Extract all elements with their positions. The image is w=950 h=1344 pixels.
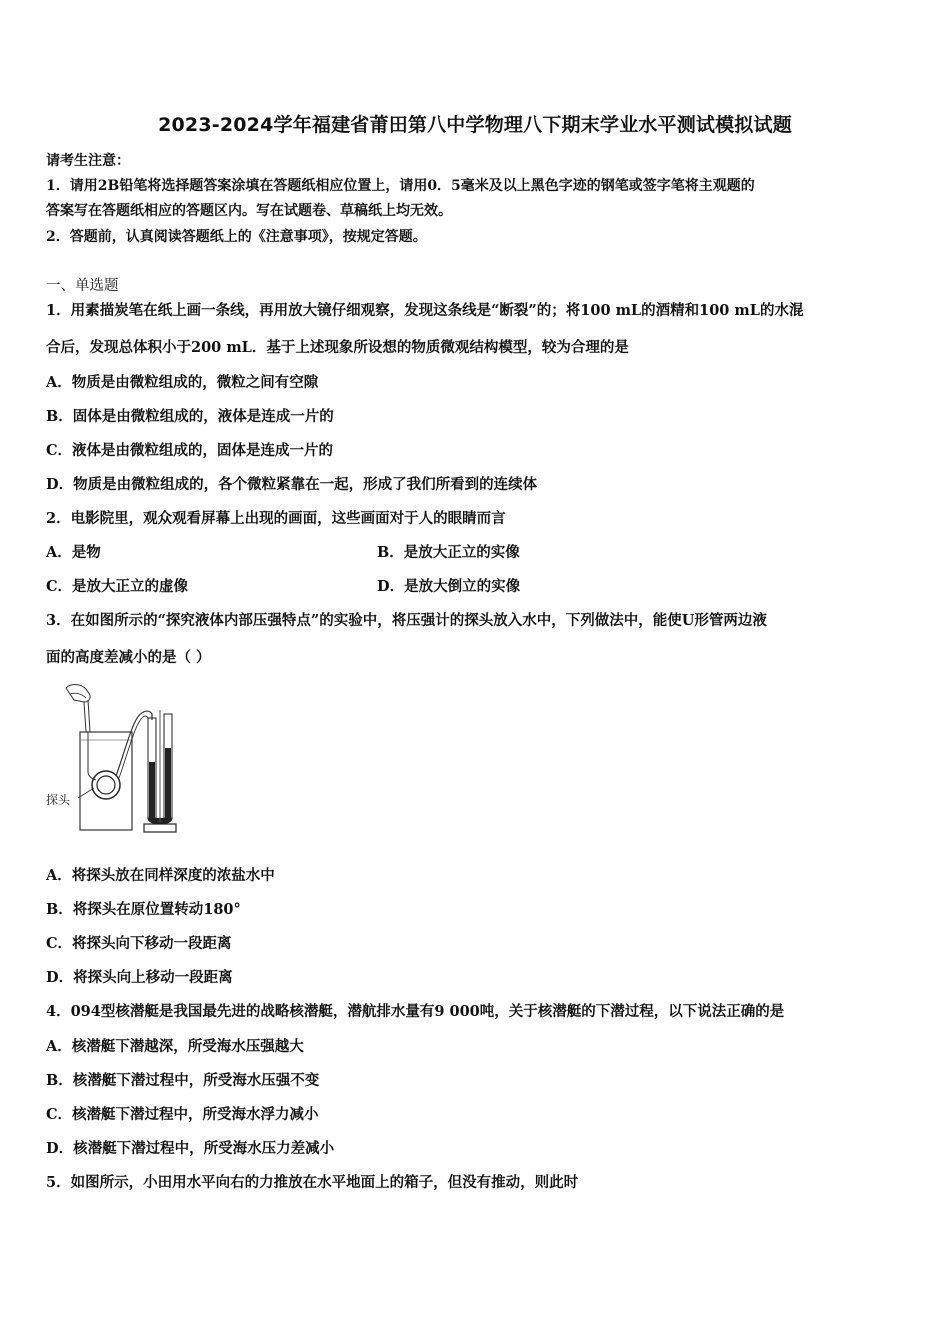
q1-stem-line-1: 1．用素描炭笔在纸上画一条线，再用放大镜仔细观察，发现这条线是“断裂”的；将100 mL的酒精和100 mL的水混 [46,302,804,319]
q4-option-a: A．核潜艇下潜越深，所受海水压强越大 [46,1038,304,1055]
q2-option-c: C．是放大正立的虚像 [46,578,189,595]
q4-option-d: D．核潜艇下潜过程中，所受海水压力差减小 [46,1140,335,1157]
q3-option-d: D．将探头向上移动一段距离 [46,969,233,986]
q3-option-b: B．将探头在原位置转动180° [46,901,241,918]
notice-line-1: 1．请用2B铅笔将选择题答案涂填在答题纸相应位置上，请用0．5毫米及以上黑色字迹的钢笔或签字笔将主观题的 [46,178,755,194]
notice-heading: 请考生注意： [46,153,130,169]
q1-stem-line-2: 合后，发现总体积小于200 mL．基于上述现象所设想的物质微观结构模型，较为合理的是 [46,339,629,356]
q1-option-d: D．物质是由微粒组成的，各个微粒紧靠在一起，形成了我们所看到的连续体 [46,476,538,493]
q3-stem-line-2: 面的高度差减小的是（ ） [46,649,211,666]
q2-option-d: D．是放大倒立的实像 [377,578,521,595]
notice-line-3: 2．答题前，认真阅读答题纸上的《注意事项》，按规定答题。 [46,229,427,245]
q1-option-a: A．物质是由微粒组成的，微粒之间有空隙 [46,374,319,391]
q4-stem: 4．094型核潜艇是我国最先进的战略核潜艇，潜航排水量有9 000吨，关于核潜艇的下潜过程，以下说法正确的是 [46,1003,785,1020]
q1-option-c: C．液体是由微粒组成的，固体是连成一片的 [46,442,334,459]
q4-option-b: B．核潜艇下潜过程中，所受海水压强不变 [46,1072,320,1089]
q2-stem: 2．电影院里，观众观看屏幕上出现的画面，这些画面对于人的眼睛而言 [46,510,506,527]
q3-option-a: A．将探头放在同样深度的浓盐水中 [46,867,275,884]
q5-stem: 5．如图所示，小田用水平向右的力推放在水平地面上的箱子，但没有推动，则此时 [46,1174,579,1191]
q2-option-a: A．是物 [46,544,101,561]
q3-option-c: C．将探头向下移动一段距离 [46,935,232,952]
probe-label: 探头 [46,793,71,807]
page-title: 2023-2024学年福建省莆田第八中学物理八下期末学业水平测试模拟试题 [158,114,792,136]
q2-option-b: B．是放大正立的实像 [377,544,520,561]
pressure-gauge-figure [44,680,189,840]
q1-option-b: B．固体是由微粒组成的，液体是连成一片的 [46,408,334,425]
q4-option-c: C．核潜艇下潜过程中，所受海水浮力减小 [46,1106,319,1123]
pressure-gauge-diagram [44,680,189,840]
q3-stem-line-1: 3．在如图所示的“探究液体内部压强特点”的实验中，将压强计的探头放入水中，下列做法中，能使U形管两边液 [46,612,767,629]
section-heading: 一、单选题 [46,278,119,294]
notice-line-2: 答案写在答题纸相应的答题区内。写在试题卷、草稿纸上均无效。 [46,203,452,219]
